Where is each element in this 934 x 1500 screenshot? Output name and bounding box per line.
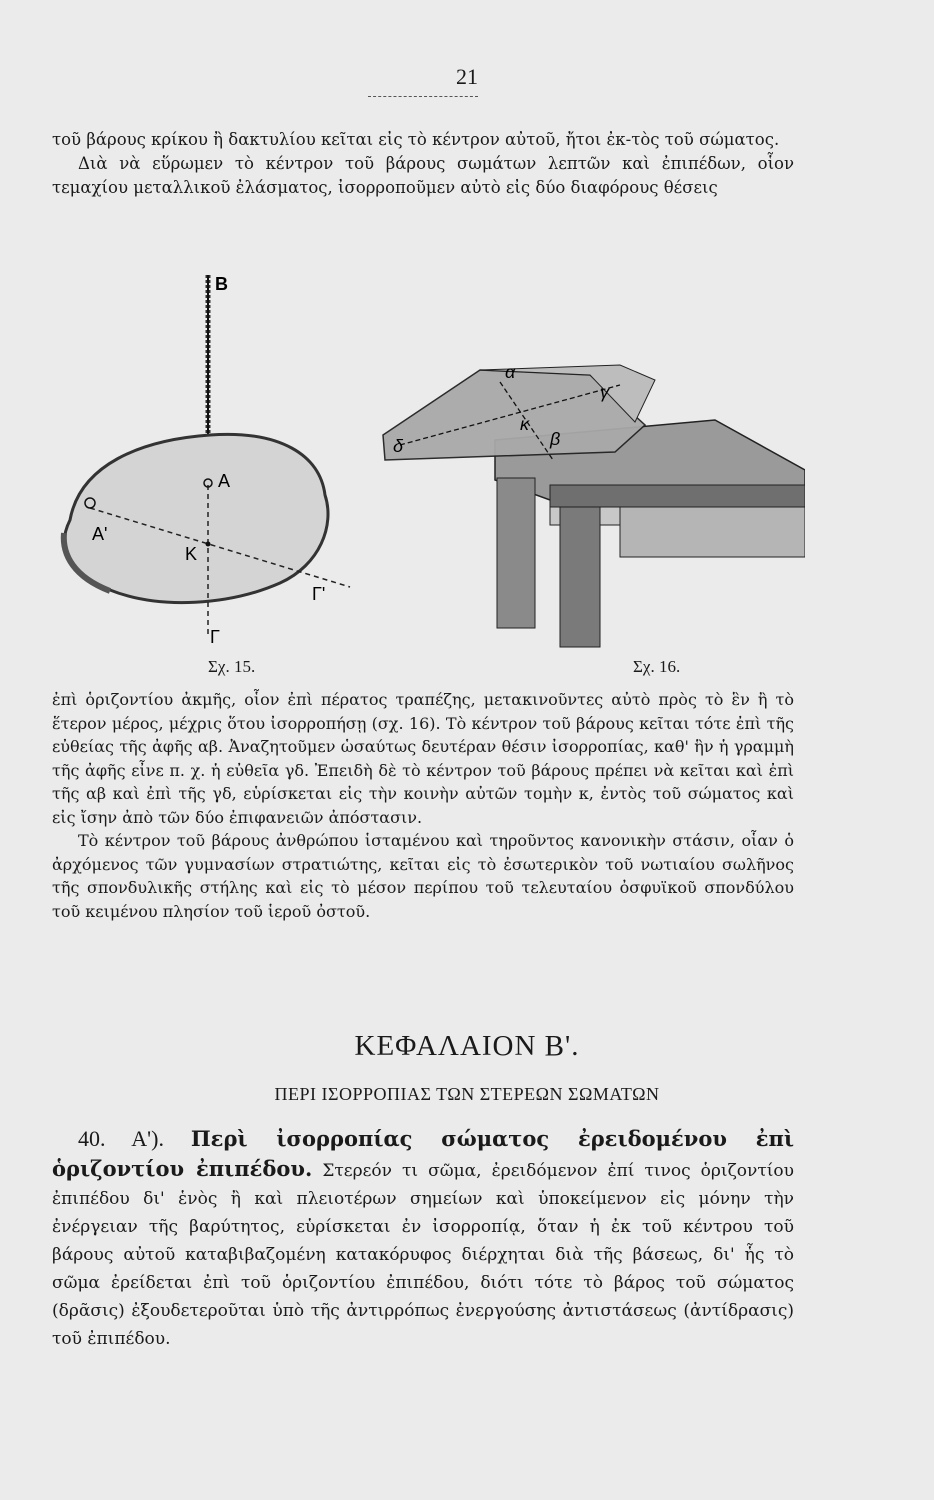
table-edge xyxy=(550,485,805,507)
section-title: Περὶ ἰσορροπίας σώματος ἐρειδομένου ἐπὶ ὁριζοντίου ἐπιπέδου. xyxy=(52,1126,794,1181)
page-number-rule xyxy=(368,96,478,97)
figure-15-suspended-plate xyxy=(50,265,370,645)
label-beta: β xyxy=(550,429,561,449)
label-B: B xyxy=(215,274,228,294)
section-number: 40. Α'). xyxy=(78,1126,164,1151)
paragraph-center-of-gravity-plate: ἐπὶ ὁριζοντίου ἀκμῆς, οἷον ἐπὶ πέρατος τραπέζης, μετακινοῦντες αὐτὸ πρὸς τὸ ἓν ἢ τὸ ἕτερον μέρος, μέχρις ὅτου ἰσορροπήσῃ (σχ. 16). Τὸ κέντρον τοῦ βάρους κεῖται τότε ἐπὶ τῆς εὐθείας τῆς ἀφῆς αβ. Ἀναζητοῦμεν ὡσαύτως δευτέραν θέσιν ἰσορροπίας, καθ' ἣν ἡ γραμμὴ τῆς ἀφῆς εἶνε π. χ. ἡ εὐθεῖα γδ. Ἐπειδὴ δὲ τὸ κέντρον τοῦ βάρους πρέπει νὰ κεῖται καὶ ἐπὶ τῆς αβ καὶ ἐπὶ τῆς γδ, εὑρίσκεται εἰς τὴν κοινὴν αὐτῶν τομὴν κ, ἐντὸς τοῦ σώματος καὶ εἰς ἴσην ἀπὸ τῶν δύο ἐπιφανειῶν ἀπόστασιν. xyxy=(52,690,794,827)
label-gamma: γ xyxy=(600,382,609,402)
section-40 xyxy=(52,1125,794,1353)
point-K xyxy=(206,542,211,547)
label-alpha: α xyxy=(505,362,516,382)
section-body: Στερεόν τι σῶμα, ἐρειδόμενον ἐπί τινος ὁριζοντίου ἐπιπέδου δι' ἑνὸς ἢ καὶ πλειοτέρων σημείων καὶ ὑποκείμενον εἰς μόνην τὴν ἐνέργειαν τῆς βαρύτητος, εὑρίσκεται ἐν ἰσορροπίᾳ, ὅταν ἡ ἐκ τοῦ κέντρου τοῦ βάρους αὐτοῦ καταβιβαζομένη κατακόρυφος διέρχηται διὰ τῆς βάσεως, δι' ἧς τὸ σῶμα ἐρείδεται ἐπὶ τοῦ ὁριζοντίου ἐπιπέδου, διότι τότε τὸ βάρος τοῦ σώματος (δρᾶσις) ἐξουδετεροῦται ὑπὸ τῆς ἀντιρρόπως ἐνεργούσης ἀντιστάσεως (ἀντίδρασις) τοῦ ἐπιπέδου. xyxy=(52,1161,794,1349)
figure-15-caption: Σχ. 15. xyxy=(208,657,256,676)
section-40-paragraph xyxy=(52,1125,794,1353)
label-G: Γ xyxy=(210,627,220,645)
label-A: A xyxy=(218,471,231,491)
figure-16-plate-on-table xyxy=(365,360,805,660)
label-kappa: κ xyxy=(520,414,529,434)
label-A-prime: A' xyxy=(92,524,108,544)
intro-text xyxy=(52,128,794,200)
body-text xyxy=(52,688,794,923)
paragraph-center-of-gravity-human: Τὸ κέντρον τοῦ βάρους ἀνθρώπου ἱσταμένου καὶ τηροῦντος κανονικὴν στάσιν, οἷαν ὁ ἀρχόμενος τῶν γυμνασίων στρατιώτης, κεῖται εἰς τὸ ἐσωτερικὸν τοῦ νωτιαίου σωλῆνος τῆς σπονδυλικῆς στήλης καὶ εἰς τὸ μέσον περίπου τοῦ τελευταίου ὀσφυϊκοῦ σπονδύλου τοῦ κειμένου πλησίον τοῦ ἱεροῦ ὀστοῦ. xyxy=(52,831,794,921)
table-leg-front xyxy=(560,507,600,647)
label-G-prime: Γ' xyxy=(312,584,326,604)
table-leg-back xyxy=(497,478,535,628)
chapter-subtitle: ΠΕΡΙ ΙΣΟΡΡΟΠΙΑΣ ΤΩΝ ΣΤΕΡΕΩΝ ΣΩΜΑΤΩΝ xyxy=(274,1084,660,1104)
label-K: K xyxy=(185,544,198,564)
intro-line-1: τοῦ βάρους κρίκου ἢ δακτυλίου κεῖται εἰς τὸ κέντρον αὐτοῦ, ἤτοι ἐκ-τὸς τοῦ σώματος. xyxy=(52,130,780,149)
label-delta: δ xyxy=(393,436,404,456)
plate-shape xyxy=(64,434,328,602)
table-apron xyxy=(620,507,805,557)
figure-16-caption: Σχ. 16. xyxy=(633,657,681,676)
page-number: 21 xyxy=(456,64,478,89)
chapter-title: ΚΕΦΑΛΑΙΟΝ Β'. xyxy=(354,1030,580,1062)
intro-paragraph-2: Διὰ νὰ εὕρωμεν τὸ κέντρον τοῦ βάρους σωμάτων λεπτῶν καὶ ἐπιπέδων, οἷον τεμαχίου μεταλλικοῦ ἐλάσματος, ἰσορροποῦμεν αὐτὸ εἰς δύο διαφόρους θέσεις xyxy=(52,154,794,197)
